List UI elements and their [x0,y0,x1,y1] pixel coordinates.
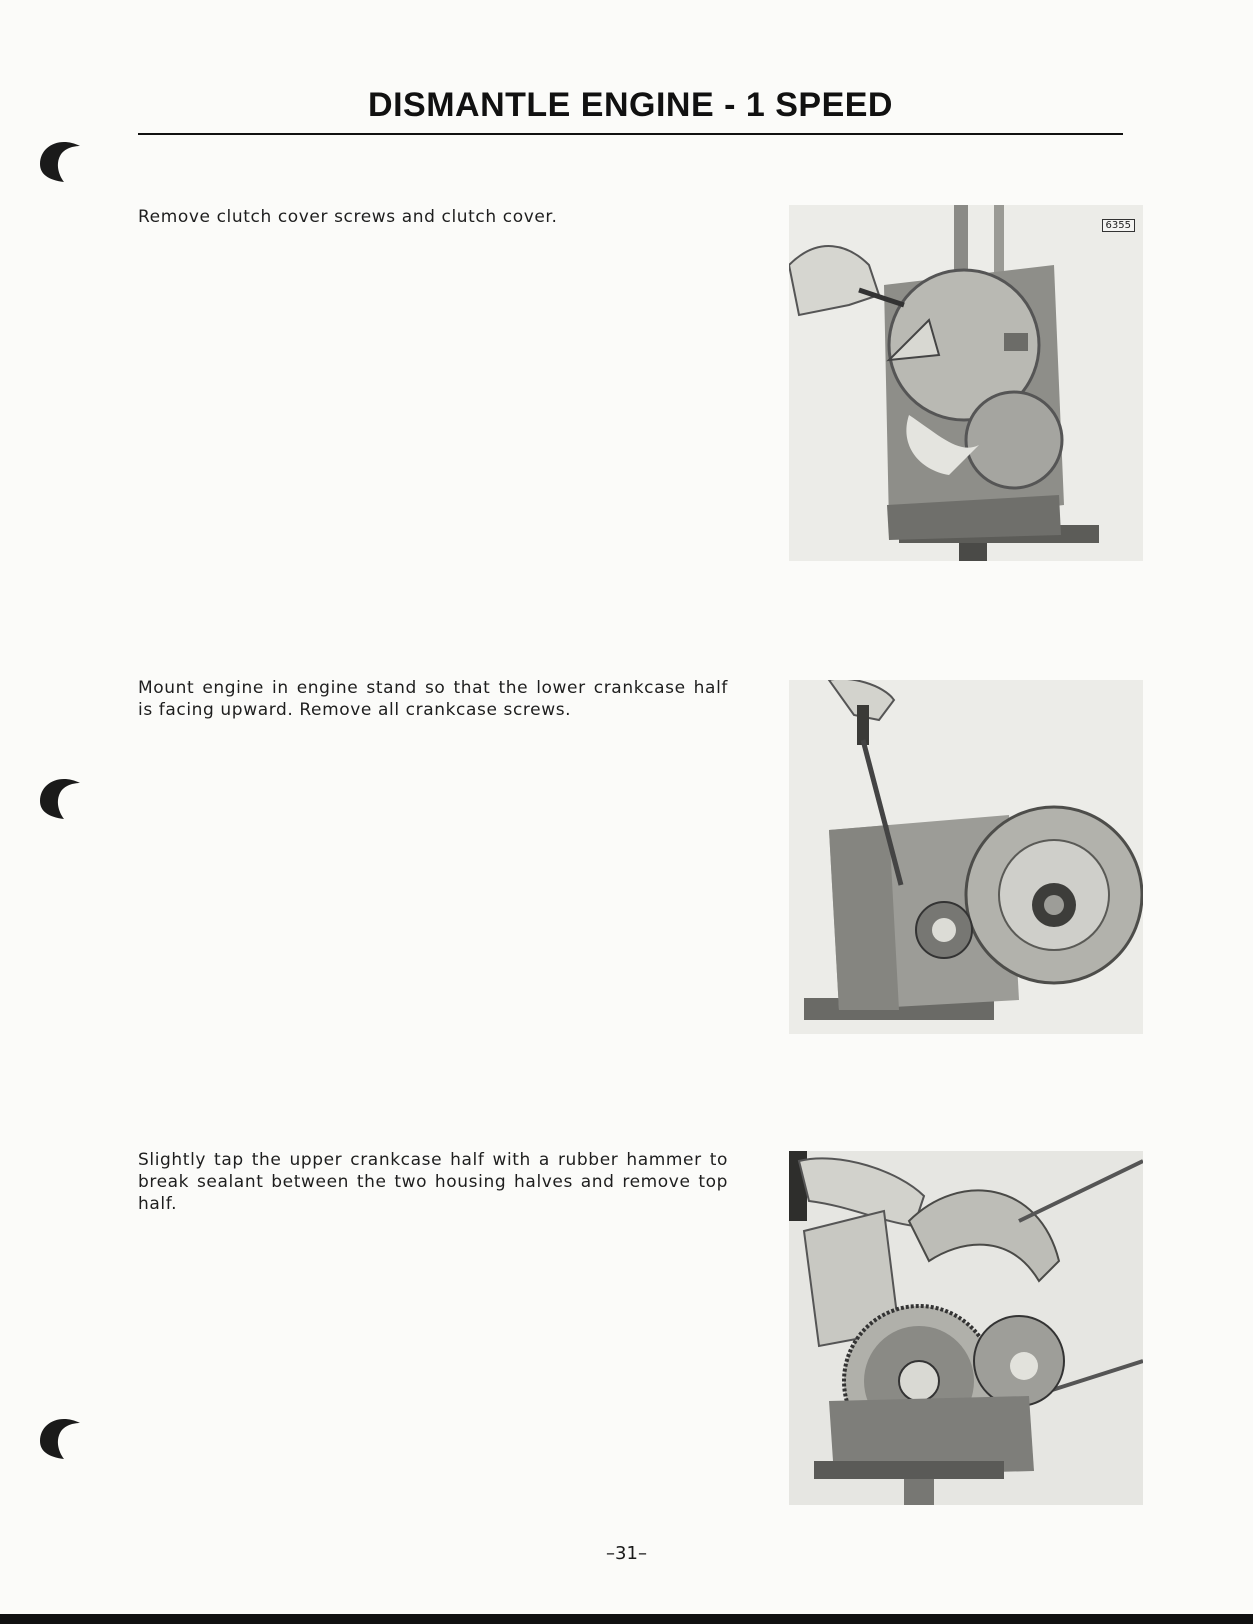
upper-crankcase-removal-illustration [789,1151,1143,1505]
step-3-photo [789,1151,1143,1505]
step-1-photo [789,205,1143,561]
title-rule [138,133,1123,135]
step-2-instruction: Mount engine in engine stand so that the lower crankcase half is facing upward. Remove all crankcase screws. [138,678,728,720]
step-1-instruction: Remove clutch cover screws and clutch cover. [138,207,558,227]
step-2-photo [789,680,1143,1034]
crankcase-screws-removal-illustration [789,680,1143,1034]
binder-hole-icon [34,771,84,821]
photo-reference-number: 6355 [1102,219,1135,232]
bottom-edge-bar [0,1614,1253,1624]
page-number: –31– [606,1543,647,1564]
binder-hole-icon [34,134,84,184]
step-3-instruction: Slightly tap the upper crankcase half with a rubber hammer to break sealant between the two housing halves and remove top half. [138,1150,728,1214]
clutch-cover-removal-illustration [789,205,1143,561]
binder-hole-icon [34,1411,84,1461]
page-title: DISMANTLE ENGINE - 1 SPEED [368,86,893,124]
